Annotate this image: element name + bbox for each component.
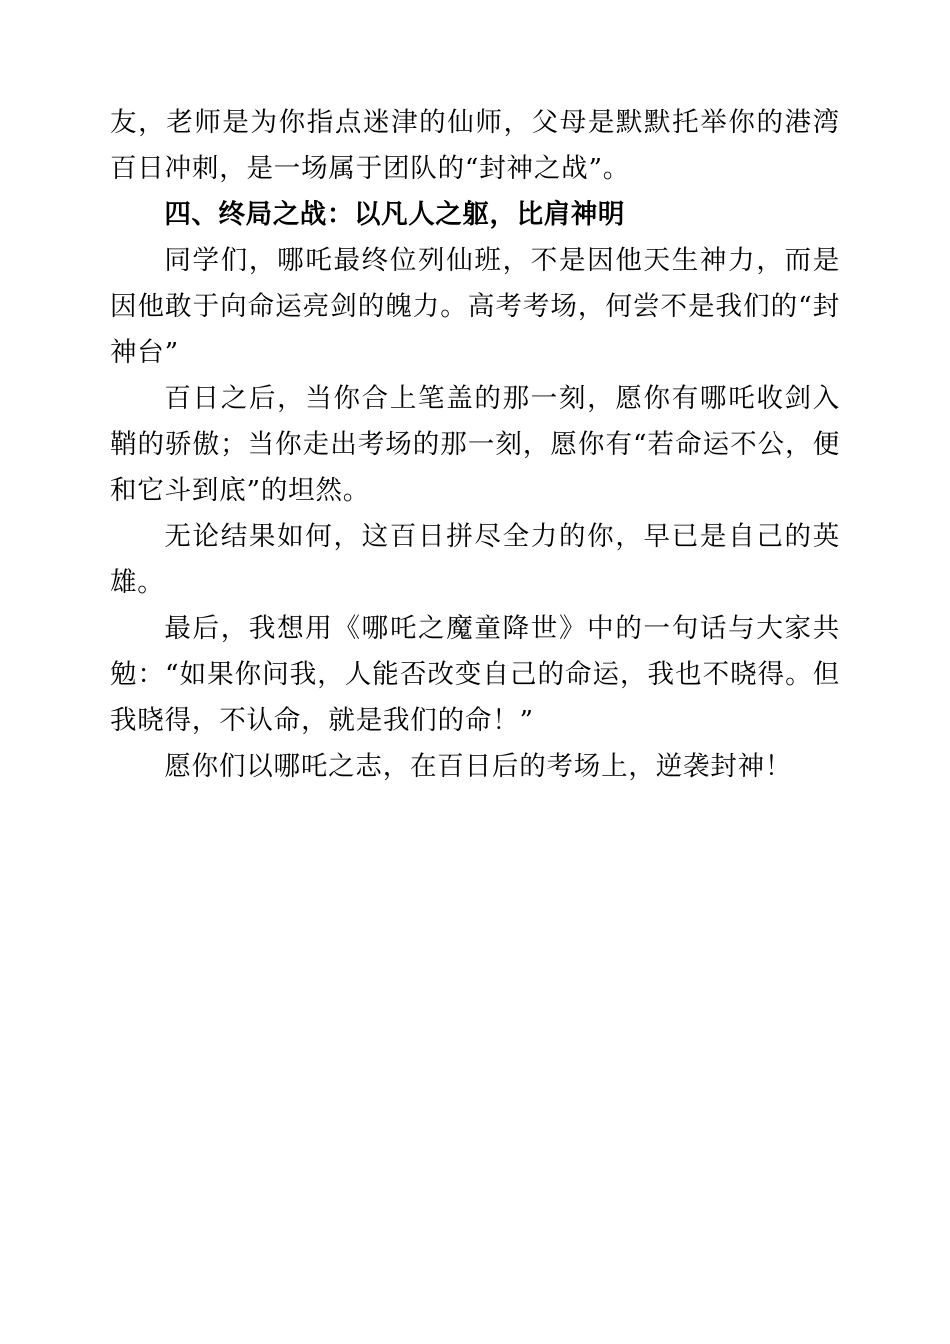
heading-section-four: 四、终局之战：以凡人之躯，比肩神明 (164, 199, 626, 230)
document-body (110, 100, 840, 790)
paragraph-5: 愿你们以哪吒之志，在百日后的考场上，逆袭封神！ (164, 751, 793, 782)
paragraph-continued: 友，老师是为你指点迷津的仙师，父母是默默托举你的港湾百日冲刺，是一场属于团队的“封神之战”。 (110, 107, 840, 184)
paragraph-4: 最后，我想用《哪吒之魔童降世》中的一句话与大家共勉：“如果你问我，人能否改变自己的命运，我也不晓得。但我晓得，不认命，就是我们的命！” (110, 613, 840, 736)
paragraph-3: 无论结果如何，这百日拼尽全力的你，早已是自己的英雄。 (110, 521, 840, 598)
paragraph-2: 百日之后，当你合上笔盖的那一刻，愿你有哪吒收剑入鞘的骄傲；当你走出考场的那一刻，愿你有“若命运不公，便和它斗到底”的坦然。 (110, 383, 840, 506)
paragraph-1: 同学们，哪吒最终位列仙班，不是因他天生神力，而是因他敢于向命运亮剑的魄力。高考考场，何尝不是我们的“封神台” (110, 245, 840, 368)
